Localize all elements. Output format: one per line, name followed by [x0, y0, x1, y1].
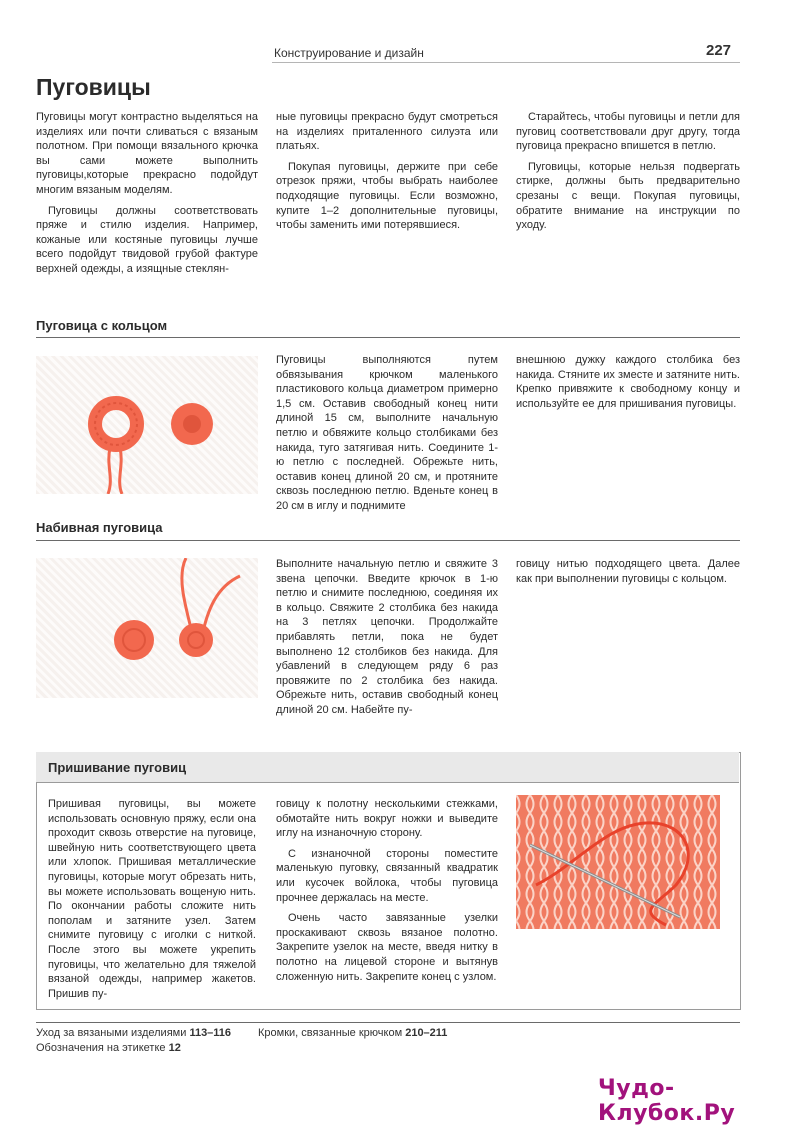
- stuffed-button-photo: [36, 558, 258, 698]
- footer-link-edges[interactable]: [258, 1027, 447, 1039]
- footer-link-text: Кромки, связанные крючком: [258, 1027, 403, 1039]
- intro-paragraph: ные пуговицы прекрасно будут смотреться на изделиях приталенного силуэта или платьях.: [276, 111, 498, 153]
- site-watermark: Чудо-Клубок.Ру: [598, 1076, 736, 1126]
- footer-link-labels[interactable]: [36, 1042, 181, 1054]
- header-divider: [272, 62, 740, 63]
- intro-column-2: [276, 110, 498, 239]
- footer-link-care[interactable]: [36, 1027, 231, 1039]
- intro-paragraph: Старайтесь, чтобы пуговицы и петли для пуговиц соответствовали друг другу, тогда пуговица прекрасно впишется в петлю.: [516, 111, 740, 153]
- sewing-paragraph: Очень часто завязанные узелки проскакивают сквозь вязаное полотно. Закрепите узелок на месте, введя нитку в полотно на лицевой стороне и вытянув сложенную нить. Закрепите конец с узлом.: [276, 912, 498, 983]
- intro-paragraph: Пуговицы могут контрастно выделяться на изделиях или почти сливаться с вязаным полотном. При помощи вязального крючка вы сами можете выполнить пуговицы,которые прекрасно подойдут многим вязаным моделям.: [36, 111, 258, 196]
- intro-column-3: [516, 110, 740, 239]
- footer-link-pages: 113–116: [189, 1027, 232, 1039]
- intro-paragraph: Пуговицы должны соответствовать пряже и стилю изделия. Например, кожаные или костяные пуговицы лучше всего подойдут твидовой грубой фактуре верхней одежды, а изящные стеклян-: [36, 204, 258, 275]
- section-title-ring-button: Пуговица с кольцом: [36, 318, 168, 333]
- stuffed-button-text-1: Выполните начальную петлю и свяжите 3 звена цепочки. Введите крючок в 1-ю петлю и снимите последнюю, соединяя их в кольцо. Свяжите 2 столбика без накида на 3 петлях цепочки. Продолжайте прибавлять петли, пока не будет выполнено 12 столбиков без накида. Для убавлений в следующем ряду 6 раз провяжите по 2 столбика без накида. Обрежьте нить, оставив свободный конец длиной 20 см. Набейте пу-: [276, 558, 498, 716]
- sewing-paragraph: говицу к полотну несколькими стежками, обмотайте нить вокруг ножки и выведите иглу на изнаночную сторону.: [276, 798, 498, 840]
- ring-button-text-2: внешнюю дужку каждого столбика без накида. Стяните их зместе и затяните нить. Крепко привяжите к свободному концу и используйте ее для пришивания пуговицы.: [516, 354, 740, 410]
- footer-link-text: Уход за вязаными изделиями: [36, 1027, 187, 1039]
- section-divider: [36, 540, 740, 541]
- intro-paragraph: Пуговицы, которые нельзя подвергать стирке, должны быть предварительно срезаны с вещи. Покупая пуговицы, обратите внимание на инструкции по уходу.: [516, 160, 740, 232]
- footer-link-pages: 210–211: [405, 1027, 448, 1039]
- sewing-paragraph: С изнаночной стороны поместите маленькую пуговку, связанный квадратик или кусочек войлока, чтобы пуговица прочнее держалась на месте.: [276, 847, 498, 904]
- ring-button-text-1: Пуговицы выполняются путем обвязывания крючком маленького пластикового кольца диаметром примерно 1,5 см. Оставив свободный конец нити длиной 15 см, выполните начальную петлю и обвяжите кольцо столбиками без накида, туго затягивая нить. Соедините 1-ю петлю с последней. Обрежьте нить, оставив конец длиной 20 см, и протяните сквозь последнюю петлю. Вденьте конец в 20 см в иглу и поднимите: [276, 354, 498, 512]
- section-title-sewing-buttons: Пришивание пуговиц: [48, 760, 187, 775]
- sewing-photo: [516, 795, 720, 929]
- sewing-text-1: Пришивая пуговицы, вы можете использовать основную пряжу, если она проходит сквозь отверстие на пуговице, швейную нить соответствующего цвета или хлопок. Пришивая металлические пуговицы, которые могут обрезать нить, вы можете использовать вощеную нить. По окончании работы сложите нить пополам и затяните узел. Затем снимите пуговицу с иголки с ниткой. После этого вы можете укрепить пуговицы, что желательно для тяжелой вязаной одежды, например жакетов. Пришив пу-: [48, 798, 256, 1000]
- footer-link-text: Обозначения на этикетке: [36, 1042, 166, 1054]
- running-header: Конструирование и дизайн: [274, 46, 424, 60]
- page-title: Пуговицы: [36, 74, 151, 100]
- page-number: 227: [706, 42, 732, 59]
- sewing-text-2: [276, 797, 498, 990]
- intro-paragraph: Покупая пуговицы, держите при себе отрезок пряжи, чтобы выбрать наиболее подходящие пуговицы. Если возможно, купите 1–2 дополнительные пуговицы, чтобы заменить ими потерявшиеся.: [276, 160, 498, 232]
- stuffed-button-text-2: говицу нитью подходящего цвета. Далее как при выполнении пуговицы с кольцом.: [516, 558, 740, 585]
- section-title-stuffed-button: Набивная пуговица: [36, 520, 163, 535]
- section-divider: [36, 337, 740, 338]
- footer-link-pages: 12: [168, 1042, 181, 1054]
- ring-button-photo: [36, 356, 258, 494]
- footer-divider: [36, 1022, 740, 1023]
- intro-column-1: [36, 110, 258, 277]
